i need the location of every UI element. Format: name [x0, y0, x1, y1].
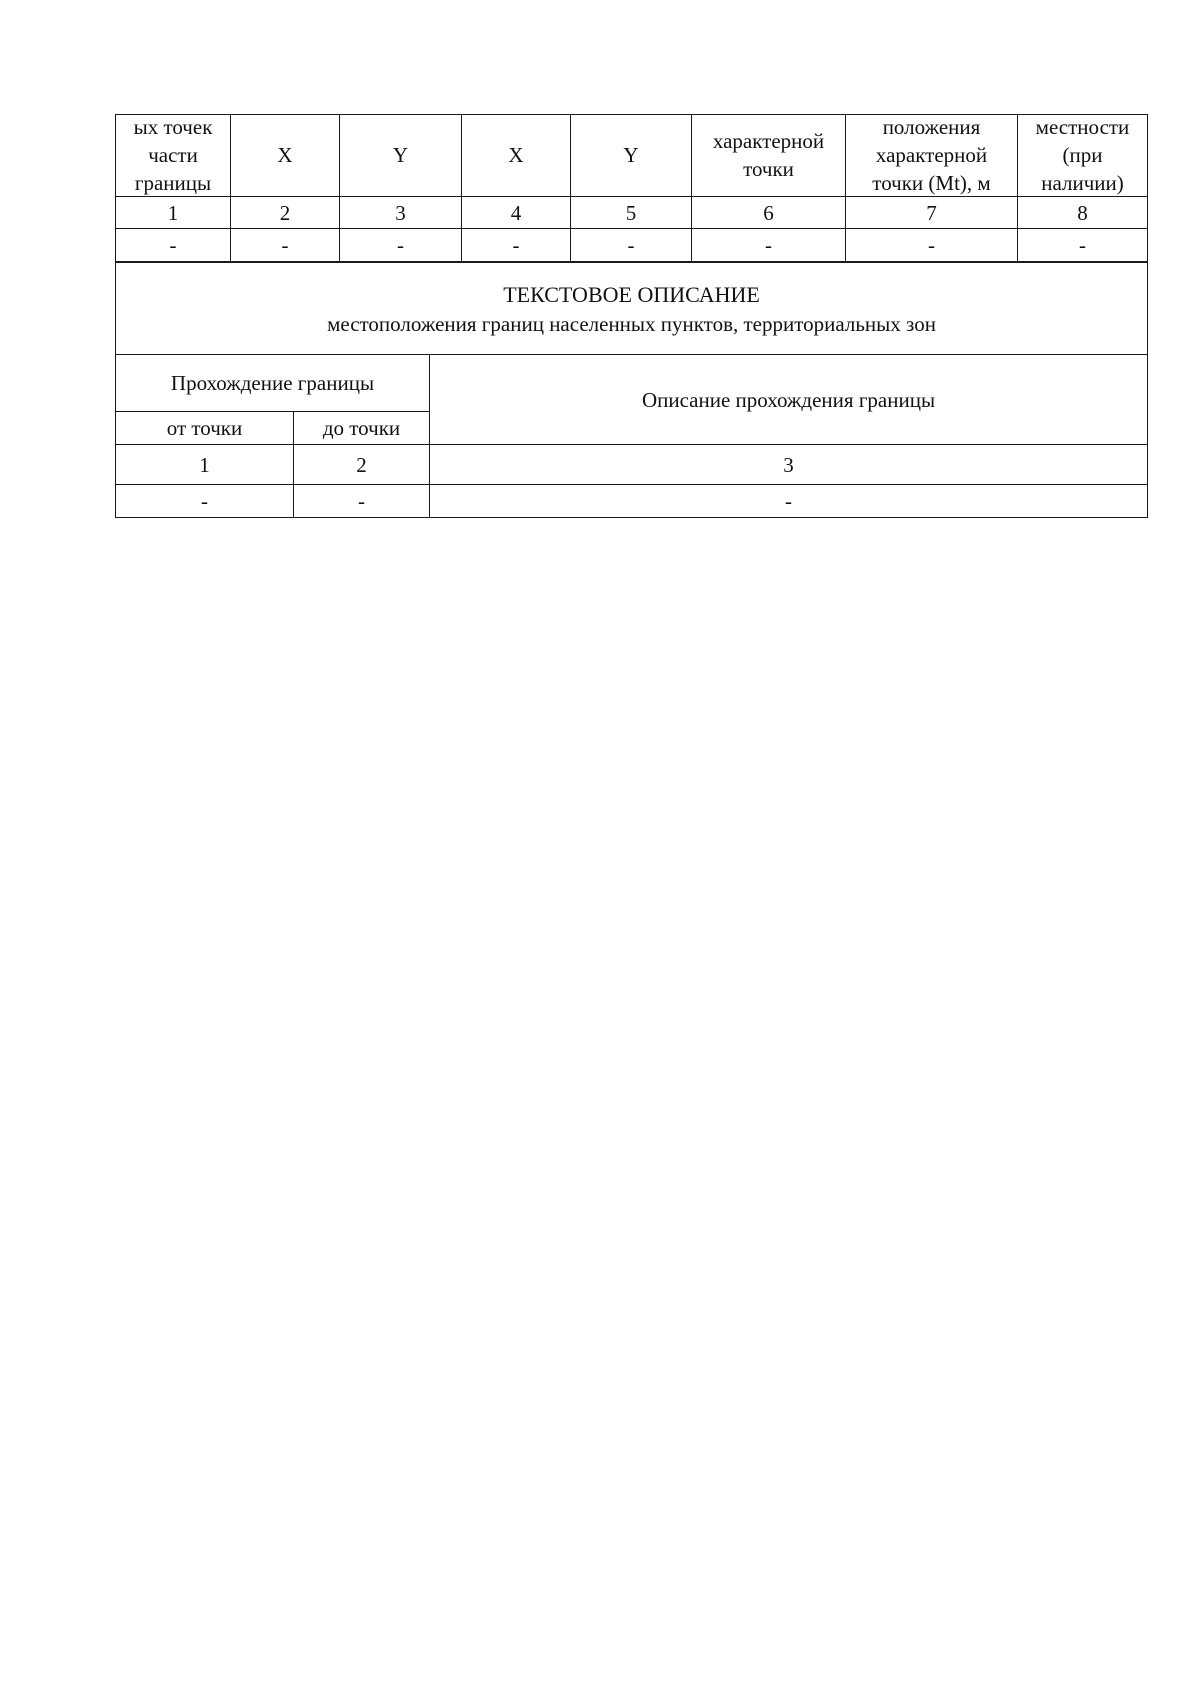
- column-number: 7: [846, 197, 1018, 229]
- passage-header: Прохождение границы: [116, 355, 430, 412]
- description-title-cell: [116, 263, 1148, 355]
- table-cell: -: [1018, 229, 1148, 262]
- section-title: ТЕКСТОВОЕ ОПИСАНИЕ: [503, 281, 760, 307]
- table-cell: -: [571, 229, 692, 262]
- table-cell: -: [340, 229, 462, 262]
- section-subtitle: местоположения границ населенных пунктов, территориальных зон: [327, 311, 936, 336]
- column-number: 2: [294, 445, 430, 485]
- description-title-row: [116, 263, 1148, 355]
- header-row: [116, 115, 1148, 197]
- column-number: 5: [571, 197, 692, 229]
- column-number: 1: [116, 445, 294, 485]
- to-point-header: до точки: [294, 412, 430, 445]
- header-cell-y-existing: Y: [340, 115, 462, 197]
- column-number: 4: [462, 197, 571, 229]
- table-cell: -: [116, 485, 294, 518]
- table-row: [116, 485, 1148, 518]
- table-cell: -: [692, 229, 846, 262]
- header-cell-x-existing: X: [231, 115, 340, 197]
- header-cell-point-number: ых точек части границы: [116, 115, 231, 197]
- column-number: 1: [116, 197, 231, 229]
- column-number: 3: [340, 197, 462, 229]
- table-cell: -: [116, 229, 231, 262]
- table-cell: -: [294, 485, 430, 518]
- header-cell-x-new: X: [462, 115, 571, 197]
- header-cell-y-new: Y: [571, 115, 692, 197]
- table-cell: -: [462, 229, 571, 262]
- boundary-coordinates-table: [115, 114, 1148, 262]
- column-number: 3: [430, 445, 1148, 485]
- boundary-description-table: [115, 262, 1148, 518]
- from-point-header: от точки: [116, 412, 294, 445]
- column-number-row: [116, 445, 1148, 485]
- table-row: [116, 229, 1148, 262]
- table-cell: -: [430, 485, 1148, 518]
- description-header: Описание прохождения границы: [430, 355, 1148, 445]
- header-cell-method: характерной точки: [692, 115, 846, 197]
- column-number: 6: [692, 197, 846, 229]
- column-number: 8: [1018, 197, 1148, 229]
- header-cell-marker: местности (при наличии): [1018, 115, 1148, 197]
- column-number-row: [116, 197, 1148, 229]
- passage-header-row: [116, 355, 1148, 412]
- header-cell-accuracy: положения характерной точки (Mt), м: [846, 115, 1018, 197]
- column-number: 2: [231, 197, 340, 229]
- table-cell: -: [231, 229, 340, 262]
- table-cell: -: [846, 229, 1018, 262]
